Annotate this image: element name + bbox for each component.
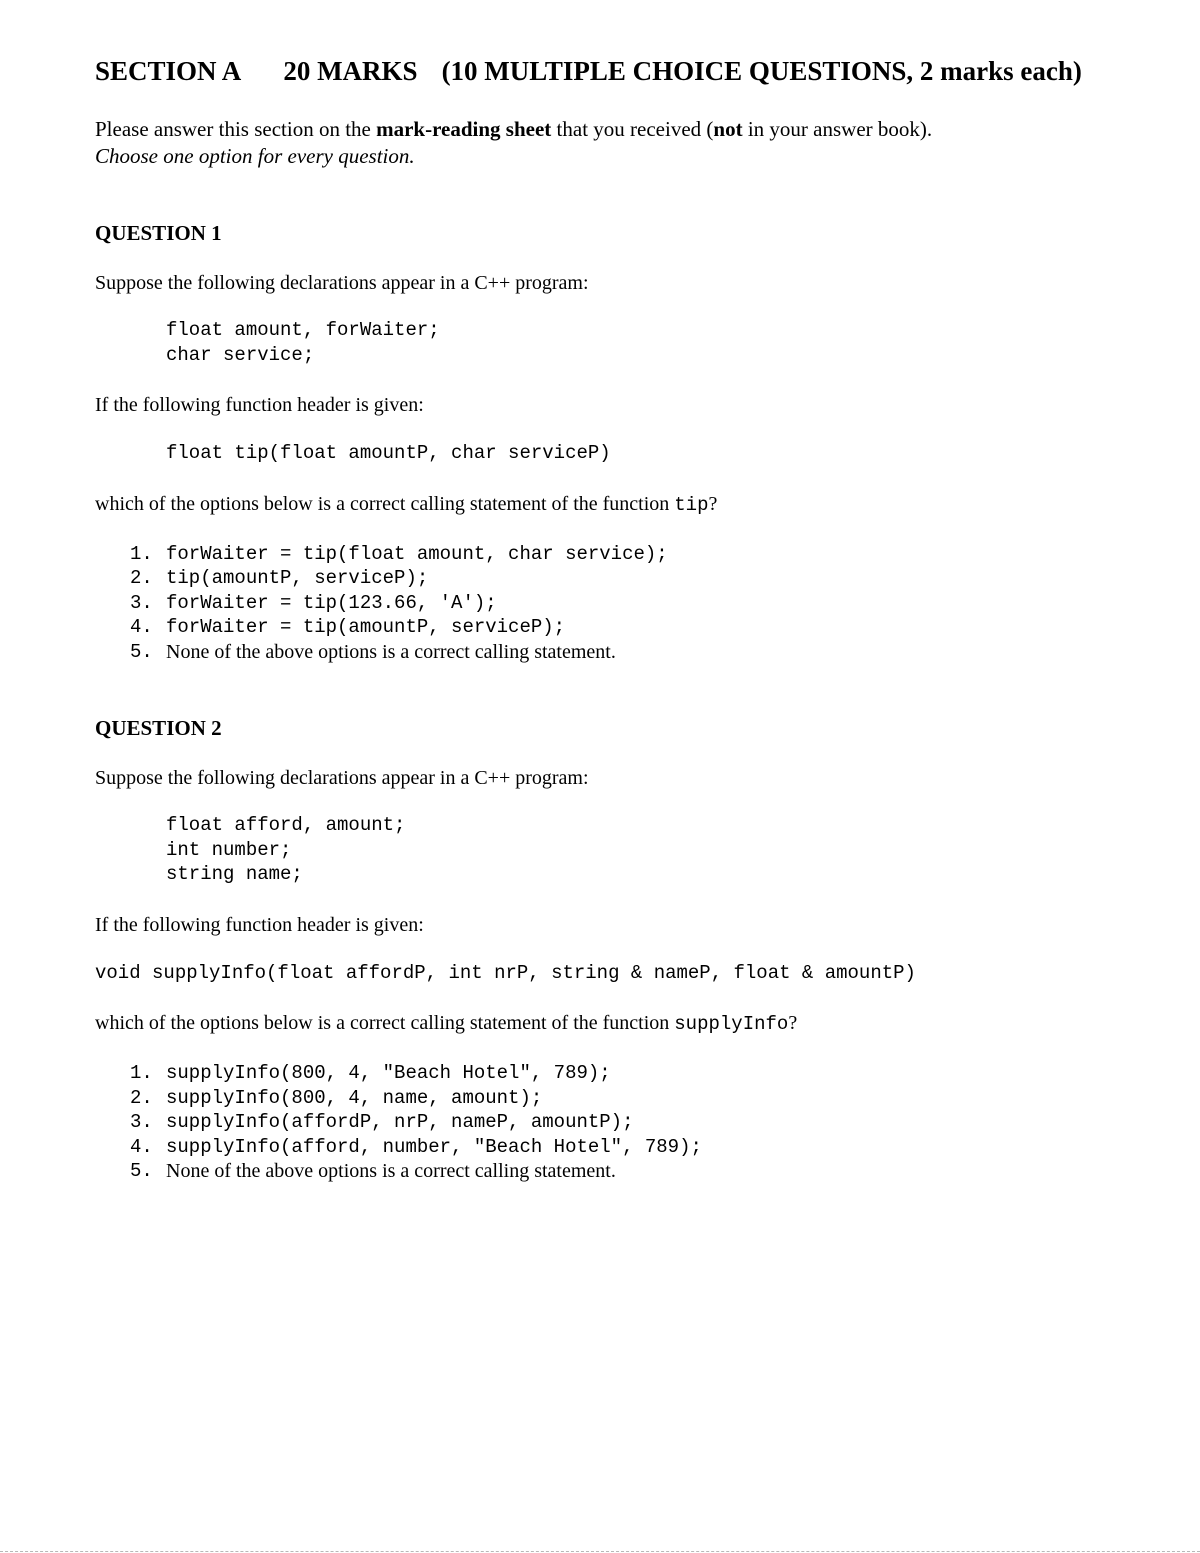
- section-marks: 20 MARKS: [283, 56, 418, 86]
- declarations: [95, 813, 1155, 887]
- question-title: QUESTION 2: [95, 716, 222, 740]
- instructions: [95, 116, 932, 170]
- function-header: float tip(float amountP, char serviceP): [166, 442, 611, 464]
- section-label: SECTION A: [95, 56, 242, 86]
- declaration-line: float amount, forWaiter;: [166, 319, 440, 341]
- option-1[interactable]: 1. forWaiter = tip(float amount, char service);: [130, 542, 668, 565]
- function-name: tip: [674, 493, 709, 516]
- instructions-line-2: Choose one option for every question.: [95, 144, 415, 168]
- question-1: [95, 220, 1155, 664]
- function-header: void supplyInfo(float affordP, int nrP, string & nameP, float & amountP): [95, 961, 916, 984]
- instructions-line-1: Please answer this section on the mark-reading sheet that you received (not in your answer book).: [95, 117, 933, 141]
- mark-reading-sheet-emphasis: mark-reading sheet: [376, 117, 552, 141]
- option-2[interactable]: 2. tip(amountP, serviceP);: [130, 567, 429, 589]
- declaration-line: string name;: [166, 863, 303, 885]
- option-1[interactable]: 1. supplyInfo(800, 4, "Beach Hotel", 789);: [130, 1062, 611, 1084]
- declaration-line: char service;: [166, 343, 315, 366]
- options-list: [95, 1061, 1155, 1184]
- option-4[interactable]: 4. supplyInfo(afford, number, "Beach Hotel", 789);: [130, 1135, 702, 1158]
- question-intro: Suppose the following declarations appear in a C++ program:: [95, 272, 589, 294]
- declarations: [95, 318, 1155, 367]
- not-emphasis: not: [713, 117, 743, 141]
- declaration-line: int number;: [166, 838, 292, 861]
- header-intro: If the following function header is given:: [95, 913, 424, 936]
- option-2[interactable]: 2. supplyInfo(800, 4, name, amount);: [130, 1086, 543, 1109]
- function-name: supplyInfo: [674, 1013, 789, 1035]
- option-3[interactable]: 3. forWaiter = tip(123.66, 'A');: [130, 591, 497, 614]
- question-2: [95, 715, 1155, 1184]
- option-5[interactable]: 5. None of the above options is a correct calling statement.: [130, 1160, 616, 1182]
- declaration-line: float afford, amount;: [166, 814, 406, 836]
- question-title: QUESTION 1: [95, 221, 222, 245]
- page-bottom-divider: [0, 1551, 1200, 1552]
- option-3[interactable]: 3. supplyInfo(affordP, nrP, nameP, amountP);: [130, 1111, 634, 1133]
- options-list: [95, 542, 1155, 665]
- header-intro: If the following function header is given:: [95, 394, 424, 416]
- section-detail: (10 MULTIPLE CHOICE QUESTIONS, 2 marks each): [441, 56, 1082, 86]
- option-4[interactable]: 4. forWaiter = tip(amountP, serviceP);: [130, 616, 566, 638]
- option-5[interactable]: 5. None of the above options is a correct calling statement.: [130, 640, 616, 663]
- section-heading: [95, 56, 1082, 87]
- question-prompt: which of the options below is a correct calling statement of the function supplyInfo?: [95, 1012, 798, 1035]
- question-intro: Suppose the following declarations appear in a C++ program:: [95, 767, 589, 789]
- question-prompt: which of the options below is a correct calling statement of the function tip?: [95, 492, 718, 516]
